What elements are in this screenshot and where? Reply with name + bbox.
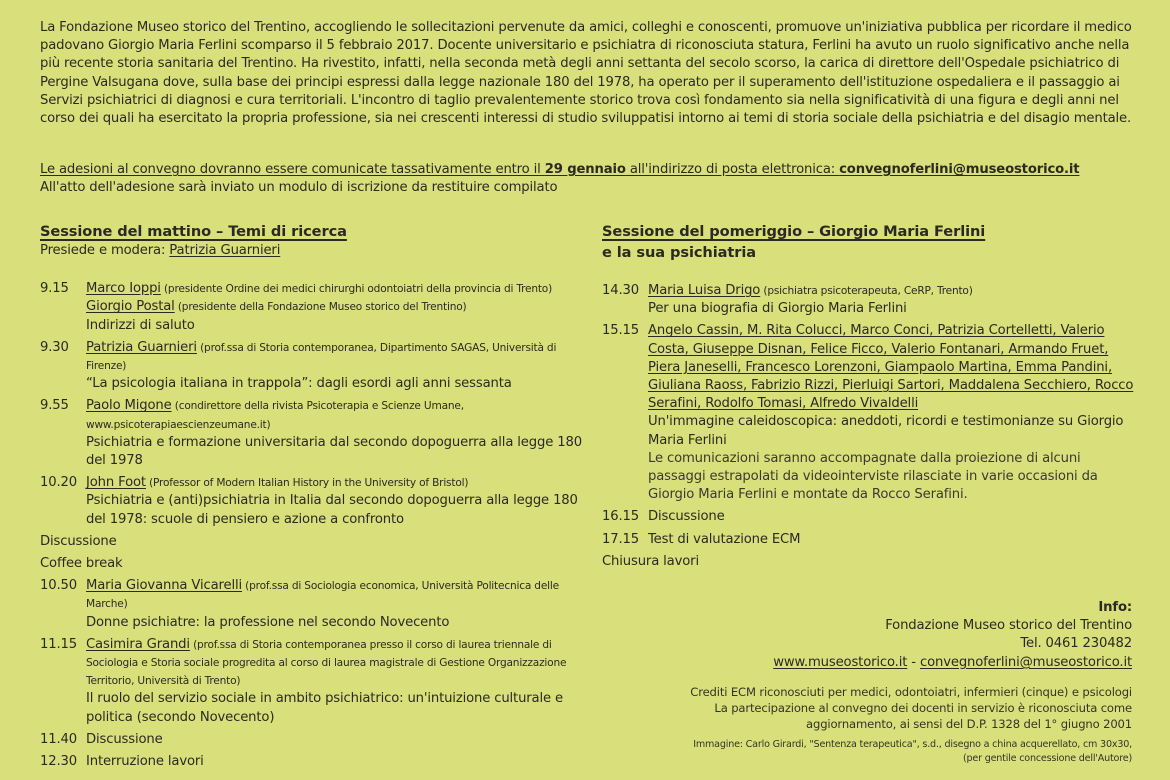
speaker-name: Paolo Migone — [86, 398, 172, 414]
intro-paragraph: La Fondazione Museo storico del Trentino, accogliendo le sollecitazioni pervenute da amici, colleghi e conoscenti, promuove un'iniziativa pubblica per ricordare il medico padovano Giorgio Maria Ferlini scomparso il 5 febbraio 2017. Docente universitario e psichiatra di riconosciuta statura, Ferlini ha avuto un ruolo significativo anche nella più recente storia sanitaria del Trentino. Ha rivestito, infatti, nella seconda metà degli anni settanta del secolo scorso, la carica di direttore dell'Ospedale psichiatrico di Pergine Valsugana dove, sulla base dei principi espressi dalla legge nazionale 180 del 1978, ha operato per il superamento dell'istituzione ospedaliera e il passaggio ai Servizi psichiatrici di diagnosi e cura territoriali. L'incontro di taglio prevalentemente storico trova così fondamento sia nella significatività di una figura e degli anni nel corso dei quali ha esercitato la propria professione, sia nei crescenti interessi di studio sviluppatisi intorno ai temi di storia sociale della psichiatria e del disagio mentale. — [40, 20, 1132, 127]
talk-title: Il ruolo del servizio sociale in ambito psichiatrico: un'intuizione culturale e politica (secondo Novecento) — [86, 691, 563, 725]
program-time: 14.30 — [602, 283, 640, 298]
speaker-affiliation: (presidente della Fondazione Museo storico del Trentino) — [174, 301, 467, 314]
program-text: Discussione — [648, 509, 725, 525]
image-credit-line: (per gentile concessione dell'Autore) — [962, 752, 1132, 764]
afternoon-program — [602, 282, 1142, 571]
speaker-names: Angelo Cassin, M. Rita Colucci, Marco Conci, Patrizia Cortelletti, Valerio Costa, Giuseppe Disnan, Felice Ficco, Valerio Fontanari, Armando Fruet, Piera Janeselli, Francesco Lorenzoni, Giampaolo Martina, Emma Pandini, Giuliana Raoss, Fabrizio Rizzi, Pierluigi Sartori, Maddalena Secchiero, Rocco Serafini, Rodolfo Tomasi, Alfredo Vivaldelli — [648, 323, 1134, 412]
registration-deadline: 29 gennaio — [544, 162, 626, 177]
program-time: 12.30 — [40, 754, 78, 770]
program-item — [602, 508, 1142, 526]
closing-item: Chiusura lavori — [602, 553, 699, 569]
program-time: 11.40 — [40, 731, 78, 747]
info-phone: Tel. 0461 230482 — [1020, 636, 1132, 652]
program-time: 9.15 — [40, 281, 69, 297]
talk-title: Indirizzi di saluto — [86, 317, 195, 333]
info-organization: Fondazione Museo storico del Trentino — [885, 618, 1132, 634]
discussion-item: Discussione — [40, 533, 117, 549]
talk-title: Per una biografia di Giorgio Maria Ferlini — [648, 301, 907, 317]
program-time: 9.30 — [40, 339, 69, 355]
info-block — [773, 599, 1132, 672]
credits-line: Crediti ECM riconosciuti per medici, odontoiatri, infermieri (cinque) e psicologi — [690, 685, 1132, 699]
program-time: 15.15 — [602, 323, 640, 339]
speaker-affiliation: (condirettore della rivista Psicoterapia e Scienze Umane, www.psicoterapiaescienzeumane.it) — [86, 400, 464, 431]
program-item — [40, 280, 585, 298]
talk-note: Le comunicazioni saranno accompagnate dalla proiezione di alcuni passaggi estrapolati da videointerviste rilasciate in varie occasioni da Giorgio Maria Ferlini e montate da Rocco Serafini. — [648, 450, 1098, 503]
speaker-affiliation: (Professor of Modern Italian History in the University of Bristol) — [145, 477, 469, 490]
speaker-name: Maria Giovanna Vicarelli — [86, 578, 243, 594]
program-item — [40, 753, 585, 771]
talk-title: “La psicologia italiana in trappola”: dagli esordi agli anni sessanta — [86, 376, 512, 392]
moderator-line — [40, 242, 585, 260]
website-link[interactable]: www.museostorico.it — [773, 654, 908, 670]
program-text: Interruzione lavori — [86, 754, 204, 770]
morning-session-title: Sessione del mattino – Temi di ricerca — [40, 223, 347, 240]
speaker-affiliation: (presidente Ordine dei medici chirurghi odontoiatri della provincia di Trento) — [160, 283, 553, 296]
ecm-credits — [690, 684, 1132, 732]
speaker-name: Patrizia Guarnieri — [86, 339, 197, 355]
credits-line: aggiornamento, ai sensi del D.P. 1328 del 1° giugno 2001 — [806, 717, 1132, 731]
program-item — [40, 397, 585, 470]
program-item — [40, 474, 585, 529]
afternoon-session — [602, 221, 1142, 575]
speaker-name: Marco Ioppi — [86, 281, 161, 297]
moderator-name: Patrizia Guarnieri — [169, 243, 281, 258]
program-item — [602, 282, 1142, 318]
info-label: Info: — [1098, 600, 1132, 615]
program-time: 9.55 — [40, 398, 69, 414]
talk-title: Donne psichiatre: la professione nel secondo Novecento — [86, 614, 450, 630]
moderator-label: Presiede e modera: — [40, 243, 170, 258]
registration-email-link[interactable]: convegnoferlini@museostorico.it — [839, 162, 1080, 177]
info-links — [773, 654, 1132, 672]
program-item — [40, 339, 585, 394]
program-text: Discussione — [86, 731, 163, 747]
speaker-name: Giorgio Postal — [86, 299, 175, 315]
program-item — [40, 298, 585, 334]
program-time: 16.15 — [602, 509, 640, 525]
program-item — [40, 731, 585, 749]
registration-text: Le adesioni al convegno dovranno essere comunicate tassativamente entro il — [40, 162, 545, 177]
image-credit-line: Immagine: Carlo Girardi, "Sentenza terapeutica", s.d., disegno a china acquerellato, cm 30x30, — [693, 739, 1132, 750]
program-item — [40, 577, 585, 632]
program-time: 10.50 — [40, 578, 78, 594]
speaker-name: Maria Luisa Drigo — [648, 283, 761, 298]
coffee-break-item: Coffee break — [40, 556, 123, 572]
registration-text-middle: all'indirizzo di posta elettronica: — [625, 162, 840, 177]
speaker-affiliation: (prof.ssa di Storia contemporanea presso il corso di laurea triennale di Sociologia e Storia sociale progredita al corso di laurea magistrale di Gestione Organizzazione Territorio, Università di Trento) — [86, 638, 567, 688]
registration-notice — [40, 161, 1140, 197]
talk-title: Un'immagine caleidoscopica: aneddoti, ricordi e testimonianze su Giorgio Maria Ferlini — [648, 414, 1124, 448]
program-item — [602, 322, 1142, 504]
registration-form-note: All'atto dell'adesione sarà inviato un modulo di iscrizione da restituire compilato — [40, 180, 558, 196]
speaker-affiliation: (prof.ssa di Storia contemporanea, Dipartimento SAGAS, Università di Firenze) — [86, 341, 557, 373]
email-link[interactable]: convegnoferlini@museostorico.it — [919, 654, 1132, 670]
morning-session — [40, 221, 585, 775]
morning-program — [40, 280, 585, 771]
program-time: 17.15 — [602, 531, 640, 547]
speaker-name: John Foot — [86, 475, 146, 491]
registration-deadline-line — [40, 161, 1140, 179]
speaker-affiliation: (psichiatra psicoterapeuta, CeRP, Trento) — [760, 285, 973, 297]
credits-line: La partecipazione al convegno dei docenti in servizio è riconosciuta come — [714, 701, 1132, 715]
program-text: Test di valutazione ECM — [648, 531, 801, 547]
separator: - — [907, 654, 920, 670]
afternoon-title-line2: e la sua psichiatria — [602, 244, 756, 261]
program-time: 11.15 — [40, 636, 78, 652]
talk-title: Psichiatria e formazione universitaria dal secondo dopoguerra alla legge 180 del 1978 — [86, 434, 582, 469]
speaker-name: Casimira Grandi — [86, 636, 190, 652]
speaker-affiliation: (prof.ssa di Sociologia economica, Università Politecnica delle Marche) — [86, 580, 559, 611]
talk-title: Psichiatria e (anti)psichiatria in Italia dal secondo dopoguerra alla legge 180 del 1978: scuole di pensiero e azione a confronto — [86, 493, 578, 527]
program-item — [40, 636, 585, 727]
afternoon-title-line1: Sessione del pomeriggio – Giorgio Maria Ferlini — [602, 223, 986, 240]
afternoon-session-title — [602, 221, 1142, 263]
program-time: 10.20 — [40, 475, 78, 491]
image-credit — [693, 738, 1132, 765]
program-item — [602, 531, 1142, 549]
